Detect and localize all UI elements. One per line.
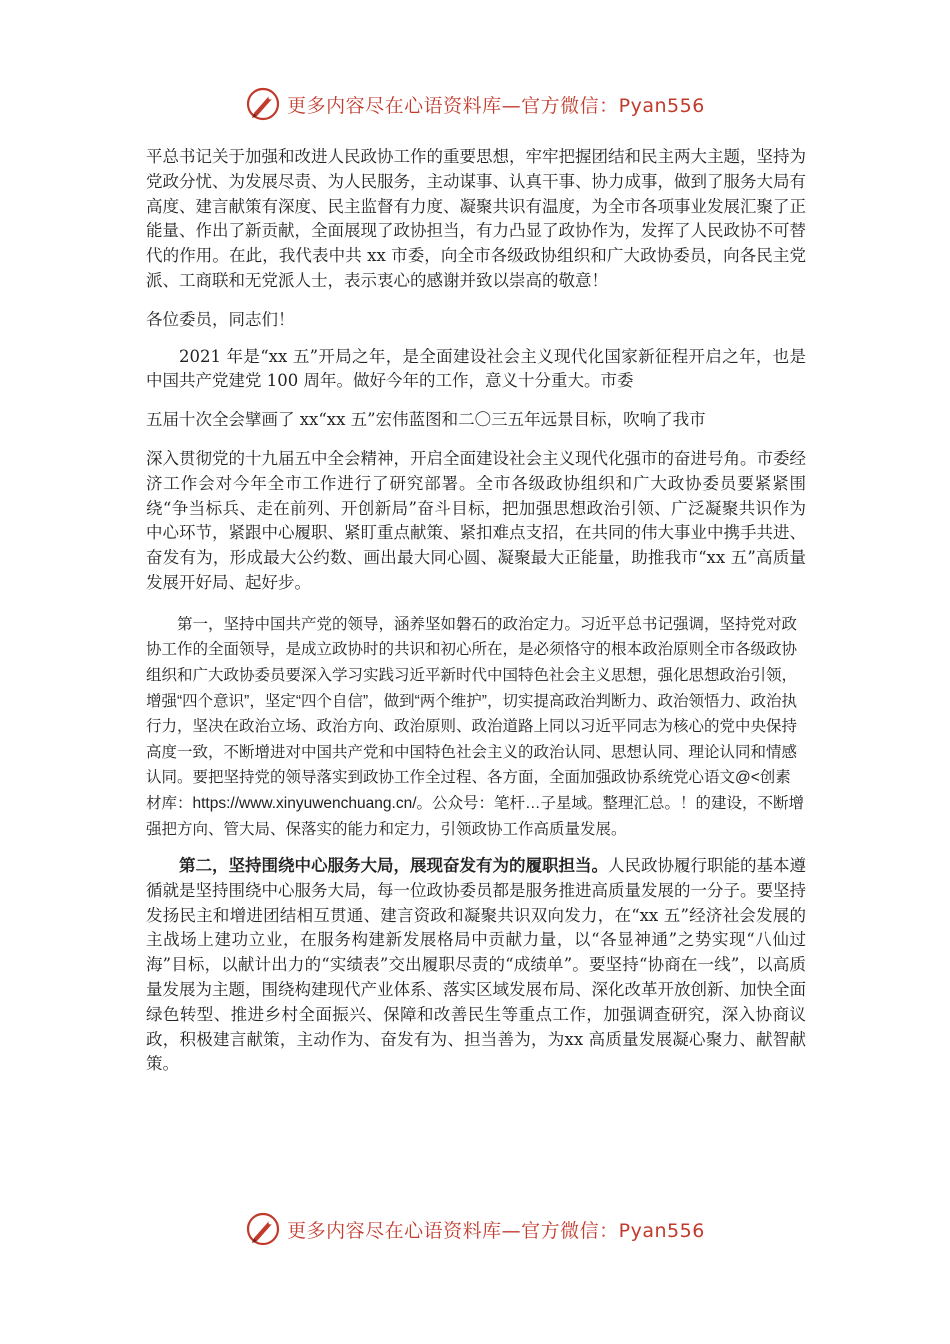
paragraph-second-point	[146, 854, 806, 1077]
second-point-body: 人民政协履行职能的基本遵循就是坚持围绕中心服务大局，每一位政协委员都是服务推进高质量发展的一分子。要坚持发扬民主和增进团结相互贯通、建言资政和凝聚共识双向发力，在“xx 五”经济社会发展的主战场上建功立业，在服务构建新发展格局中贡献力量，以“各显神通”之势实现“八仙过海”目标，以献计出力的“实绩表”交出履职尽责的“成绩单”。要坚持“协商在一线”，以高质量发展为主题，围绕构建现代产业体系、落实区域发展布局、深化改革开放创新、加快全面绿色转型、推进乡村全面振兴、保障和改善民生等重点工作，加强调查研究，深入协商议政，积极建言献策，主动作为、奋发有为、担当善为，为xx 高质量发展凝心聚力、献智献策。	[146, 856, 806, 1074]
paragraph-3	[146, 345, 806, 596]
pen-circle-logo-icon	[245, 86, 281, 122]
second-point-heading: 第二，坚持围绕中心服务大局，展现奋发有为的履职担当。	[179, 856, 608, 876]
header-banner-text: 更多内容尽在心语资料库—官方微信：Pyan556	[287, 94, 705, 117]
paragraph-3-part-2: 五届十次全会擘画了 xx“xx 五”宏伟蓝图和二〇三五年远景目标，吹响了我市	[146, 410, 706, 430]
paragraph-3-part-3: 深入贯彻党的十九届五中全会精神，开启全面建设社会主义现代化强市的奋进号角。市委经济工作会对今年全市工作进行了研究部署。全市各级政协组织和广大政协委员要紧紧围绕“争当标兵、走在前列、开创新局”奋斗目标，把加强思想政治引领、广泛凝聚共识作为中心环节，紧跟中心履职、紧盯重点献策、紧扣难点支招，在共同的伟大事业中携手共进、奋发有为，形成最大公约数、画出最大同心圆、凝聚最大正能量，助推我市“xx 五”高质量发展开好局、起好步。	[146, 448, 806, 592]
paragraph-1: 平总书记关于加强和改进人民政协工作的重要思想，牢牢把握团结和民主两大主题，坚持为党政分忧、为发展尽责、为人民服务，主动谋事、认真干事、协力成事，做到了服务大局有高度、建言献策有深度、民主监督有力度、凝聚共识有温度，为全市各项事业发展汇聚了正能量、作出了新贡献，全面展现了政协担当，有力凸显了政协作为，发挥了人民政协不可替代的作用。在此，我代表中共 xx 市委，向全市各级政协组织和广大政协委员，向各民主党派、工商联和无党派人士，表示衷心的感谢并致以崇高的敬意！	[146, 147, 806, 290]
footer-banner	[0, 1209, 950, 1249]
paragraph-first-point: 第一，坚持中国共产党的领导，涵养坚如磐石的政治定力。习近平总书记强调，坚持党对政协工作的全面领导，是成立政协时的共识和初心所在，是必须恪守的根本政治原则全市各级政协组织和广大政协委员要深入学习实践习近平新时代中国特色社会主义思想，强化思想政治引领，增强“四个意识”，坚定“四个自信”，做到“两个维护”，切实提高政治判断力、政治领悟力、政治执行力，坚决在政治立场、政治方向、政治原则、政治道路上同以习近平同志为核心的党中央保持高度一致，不断增进对中国共产党和中国特色社会主义的政治认同、思想认同、理论认同和情感认同。要把坚持党的领导落实到政协工作全过程、各方面，全面加强政协系统党心语文@<创素材库：https://www.xinyuwenchuang.cn/。公众号：笔杆…子星域。整理汇总。！的建设，不断增强把方向、管大局、保落实的能力和定力，引领政协工作高质量发展。	[146, 615, 805, 838]
footer-banner-text: 更多内容尽在心语资料库—官方微信：Pyan556	[287, 1219, 705, 1242]
pen-circle-logo-icon	[245, 1211, 281, 1247]
paragraph-greeting: 各位委员，同志们！	[146, 309, 295, 329]
paragraph-3-part-1: 2021 年是“xx 五”开局之年，是全面建设社会主义现代化国家新征程开启之年，也是中国共产党建党 100 周年。做好今年的工作，意义十分重大。市委	[146, 346, 806, 391]
document-body	[146, 145, 806, 1077]
header-banner	[0, 84, 950, 124]
